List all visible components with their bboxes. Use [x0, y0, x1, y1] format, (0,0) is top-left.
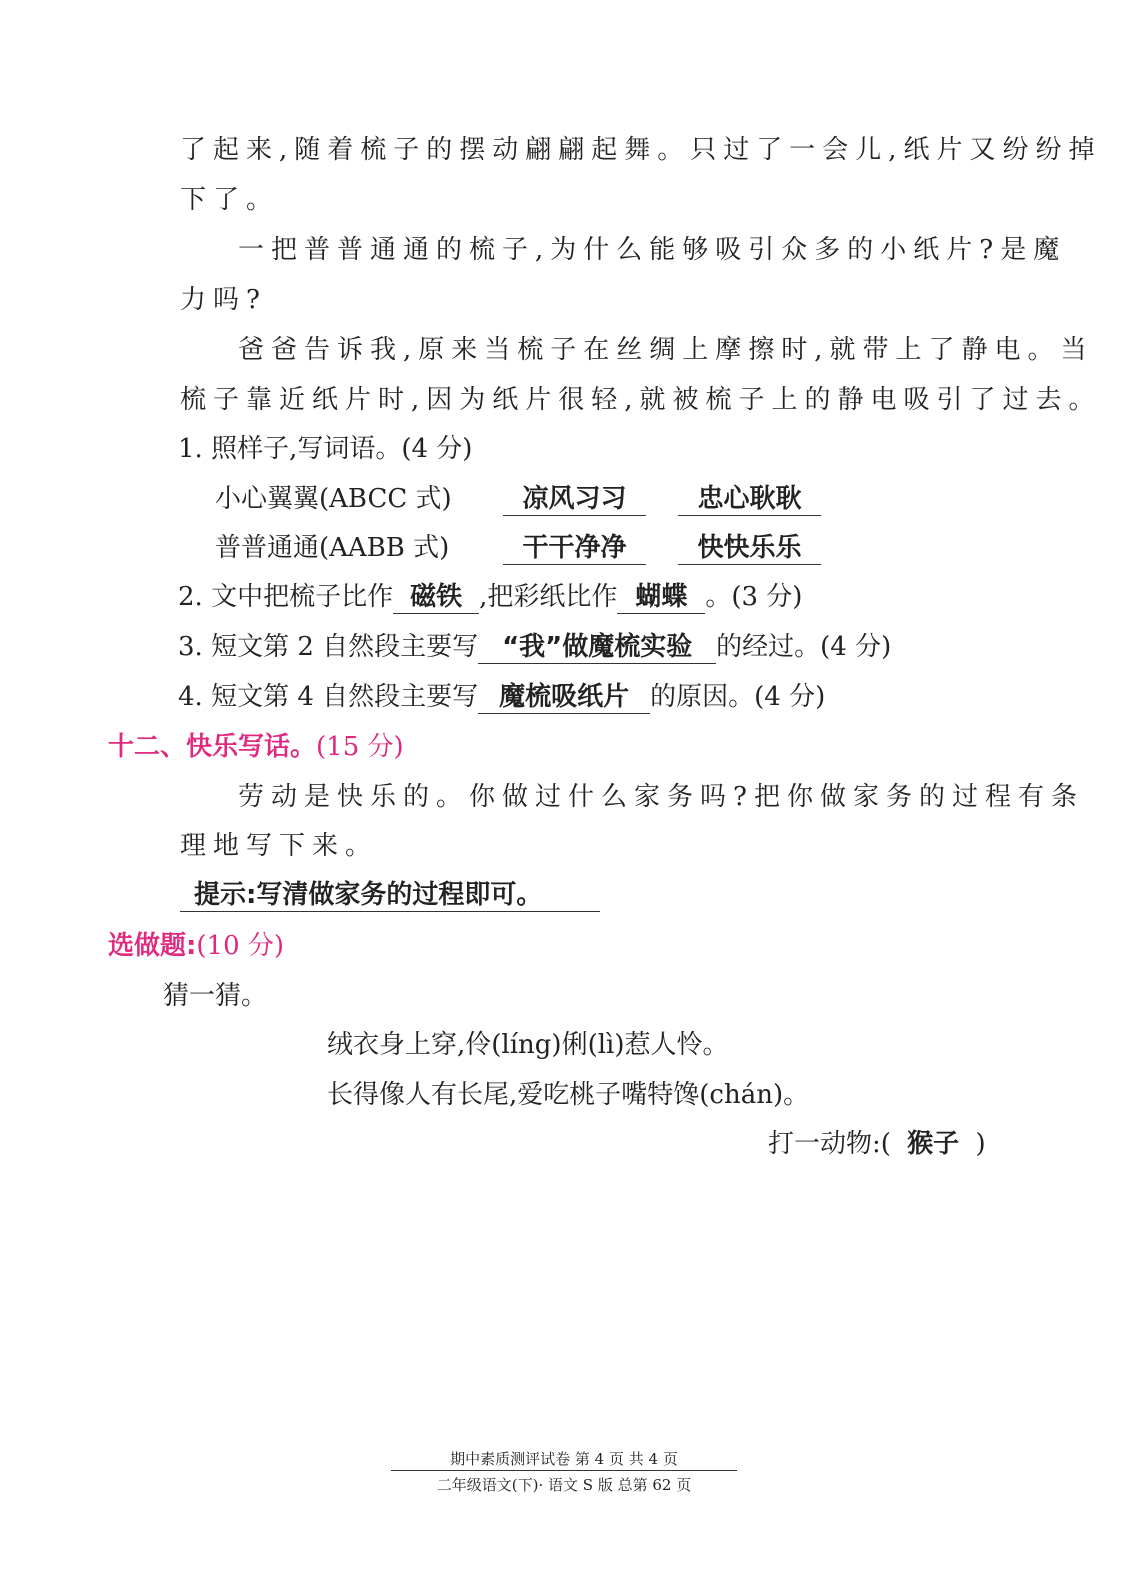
- q2-answer-1: 磁铁: [393, 581, 479, 614]
- section-12-prompt-2: 理地写下来。: [180, 831, 379, 861]
- footer-line-2: 二年级语文(下)· 语文 S 版 总第 62 页: [436, 1476, 692, 1494]
- optional-heading: [108, 929, 284, 963]
- question-3: [178, 630, 891, 664]
- passage-line-3: 一把普普通通的梳子,为什么能够吸引众多的小纸片?是魔: [238, 235, 1067, 265]
- passage-line-1: 了起来,随着梳子的摆动翩翩起舞。只过了一会儿,纸片又纷纷掉: [180, 135, 1102, 165]
- q1-row1-answer-2: 忠心耿耿: [678, 483, 821, 516]
- q3-answer: “我”做魔梳实验: [478, 631, 716, 664]
- passage-line-4: 力吗?: [180, 285, 267, 315]
- optional-title: 选做题:: [108, 931, 197, 961]
- q2-part-1: 2. 文中把梳子比作: [178, 582, 394, 612]
- riddle-answer-close: ): [975, 1129, 986, 1159]
- riddle-answer: 猴子: [907, 1129, 960, 1159]
- q2-part-2: ,把彩纸比作: [479, 582, 618, 612]
- section-12-hint-line: [180, 878, 600, 912]
- riddle-line-1: 绒衣身上穿,伶(líng)俐(lì)惹人怜。: [327, 1030, 729, 1060]
- section-12-heading: [108, 730, 404, 764]
- optional-score: (10 分): [196, 931, 285, 961]
- footer-divider: [391, 1470, 737, 1471]
- q3-part-1: 3. 短文第 2 自然段主要写: [178, 632, 479, 662]
- passage-line-5: 爸爸告诉我,原来当梳子在丝绸上摩擦时,就带上了静电。当: [238, 335, 1094, 365]
- q2-part-3: 。(3 分): [705, 582, 803, 612]
- q4-answer: 魔梳吸纸片: [478, 681, 650, 714]
- section-12-score: (15 分): [316, 732, 404, 762]
- section-12-hint: 提示:写清做家务的过程即可。: [180, 879, 600, 912]
- q2-answer-2: 蝴蝶: [617, 581, 705, 614]
- passage-line-2: 下了。: [180, 185, 280, 215]
- q1-row2-answer-2: 快快乐乐: [678, 532, 821, 565]
- riddle-answer-label: 打一动物:(: [768, 1129, 891, 1159]
- riddle-line-2: 长得像人有长尾,爱吃桃子嘴特馋(chán)。: [327, 1080, 810, 1110]
- q4-part-1: 4. 短文第 4 自然段主要写: [178, 682, 479, 712]
- optional-instruction: 猜一猜。: [163, 981, 268, 1011]
- q1-row1-label: 小心翼翼(ABCC 式): [215, 484, 452, 514]
- q3-part-2: 的经过。(4 分): [716, 632, 892, 662]
- section-12-prompt-1: 劳动是快乐的。你做过什么家务吗?把你做家务的过程有条: [238, 782, 1084, 812]
- passage-line-6: 梳子靠近纸片时,因为纸片很轻,就被梳子上的静电吸引了过去。: [180, 385, 1102, 415]
- footer-line-1: 期中素质测评试卷 第 4 页 共 4 页: [450, 1450, 678, 1468]
- question-1: 1. 照样子,写词语。(4 分): [178, 434, 473, 464]
- riddle-answer-line: [768, 1127, 986, 1161]
- q1-row1-answer-1: 凉风习习: [503, 483, 646, 516]
- q1-row2-answer-1: 干干净净: [503, 532, 646, 565]
- question-4: [178, 680, 825, 714]
- section-12-title: 十二、快乐写话。: [108, 732, 317, 762]
- q4-part-2: 的原因。(4 分): [650, 682, 826, 712]
- question-2: [178, 580, 802, 614]
- q1-row2-label: 普普通通(AABB 式): [215, 533, 450, 563]
